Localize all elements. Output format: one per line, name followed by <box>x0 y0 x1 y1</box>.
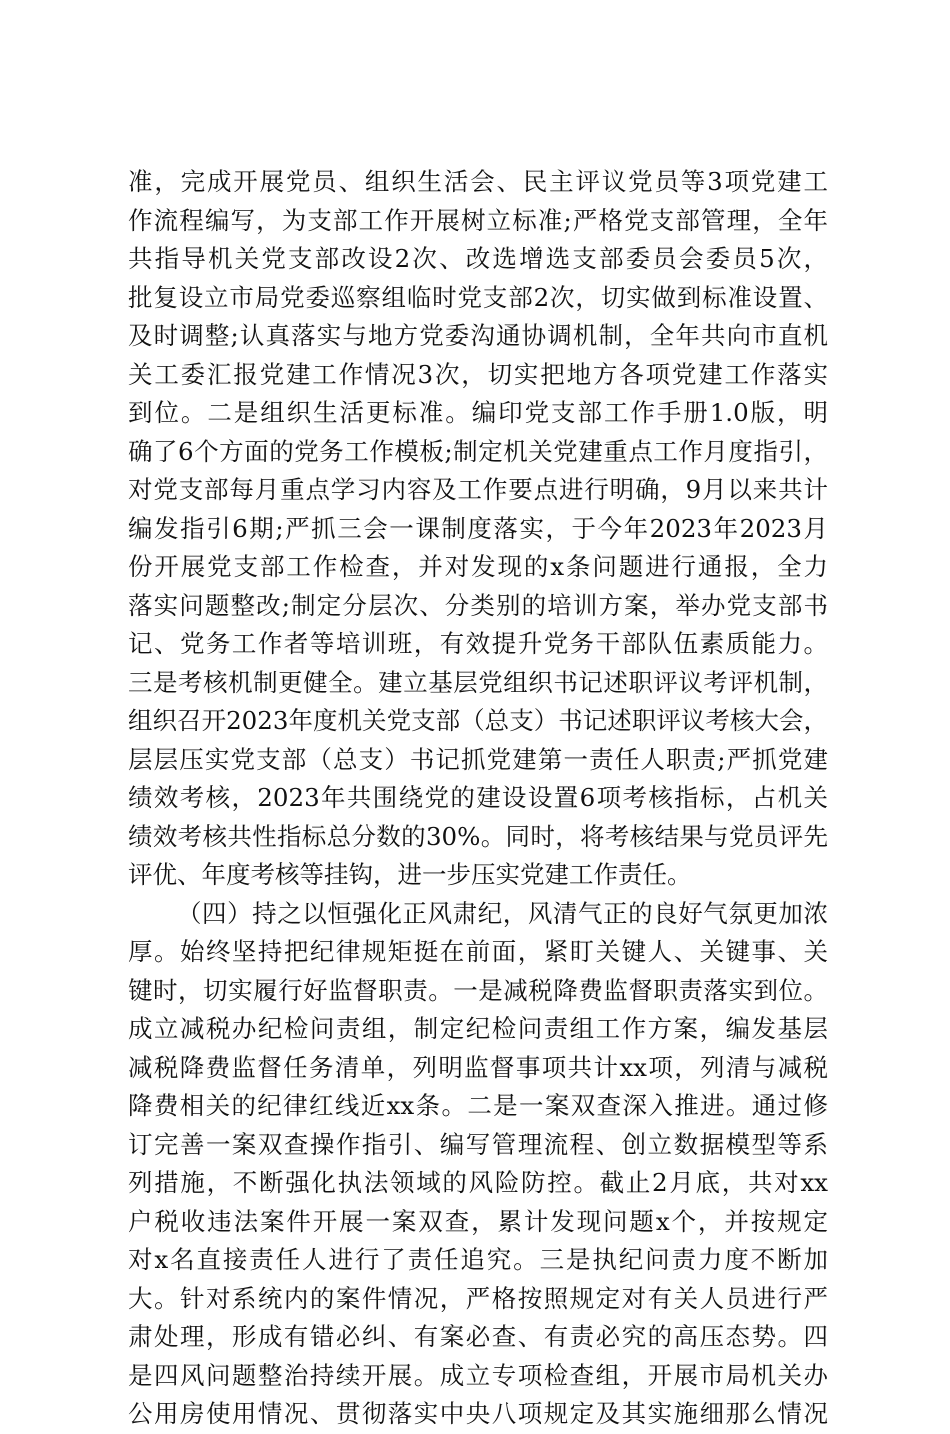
paragraph-end-line: 评优、年度考核等挂钩，进一步压实党建工作责任。 <box>128 860 692 889</box>
text-line: 层层压实党支部（总支）书记抓党建第一责任人职责;严抓党建 <box>128 744 828 774</box>
text-line: 户税收违法案件开展一案双查，累计发现问题x个，并按规定 <box>128 1206 828 1236</box>
text-line: 组织召开2023年度机关党支部（总支）书记述职评议考核大会， <box>128 706 828 735</box>
text-line: 降费相关的纪律红线近xx条。二是一案双查深入推进。通过修 <box>128 1091 828 1120</box>
text-line: 对党支部每月重点学习内容及工作要点进行明确，9月以来共计 <box>128 475 828 504</box>
text-line: 确了6个方面的党务工作模板;制定机关党建重点工作月度指引， <box>128 436 828 466</box>
text-line: 对x名直接责任人进行了责任追究。三是执纪问责力度不断加 <box>128 1245 828 1274</box>
text-line: 肃处理，形成有错必纠、有案必查、有责必究的高压态势。四 <box>128 1322 828 1351</box>
paragraph-start-line: （四）持之以恒强化正风肃纪，风清气正的良好气氛更加浓 <box>177 898 828 928</box>
text-line: 键时，切实履行好监督职责。一是减税降费监督职责落实到位。 <box>128 975 828 1005</box>
text-line: 准，完成开展党员、组织生活会、民主评议党员等3项党建工 <box>128 167 828 196</box>
text-line: 关工委汇报党建工作情况3次，切实把地方各项党建工作落实 <box>128 359 828 389</box>
text-line: 公用房使用情况、贯彻落实中央八项规定及其实施细那么情况 <box>128 1399 828 1428</box>
document-body <box>128 163 828 1434</box>
text-line: 共指导机关党支部改设2次、改选增选支部委员会委员5次， <box>128 244 828 273</box>
text-line: 成立减税办纪检问责组，制定纪检问责组工作方案，编发基层 <box>128 1014 828 1043</box>
text-line: 批复设立市局党委巡察组临时党支部2次，切实做到标准设置、 <box>128 282 828 312</box>
text-line: 到位。二是组织生活更标准。编印党支部工作手册1.0版，明 <box>128 398 828 427</box>
text-line: 大。针对系统内的案件情况，严格按照规定对有关人员进行严 <box>128 1283 828 1313</box>
text-line: 绩效考核，2023年共围绕党的建设设置6项考核指标，占机关 <box>128 783 828 812</box>
text-line: 厚。始终坚持把纪律规矩挺在前面，紧盯关键人、关键事、关 <box>128 937 828 966</box>
text-line: 编发指引6期;严抓三会一课制度落实，于今年2023年2023月 <box>128 513 828 543</box>
text-line: 三是考核机制更健全。建立基层党组织书记述职评议考评机制， <box>128 667 828 697</box>
text-line: 记、党务工作者等培训班，有效提升党务干部队伍素质能力。 <box>128 629 828 658</box>
text-line: 份开展党支部工作检查，并对发现的x条问题进行通报，全力 <box>128 552 828 581</box>
text-line: 列措施，不断强化执法领域的风险防控。截止2月底，共对xx <box>128 1168 828 1197</box>
text-line: 是四风问题整治持续开展。成立专项检查组，开展市局机关办 <box>128 1360 828 1390</box>
text-line: 落实问题整改;制定分层次、分类别的培训方案，举办党支部书 <box>128 590 828 620</box>
text-line: 及时调整;认真落实与地方党委沟通协调机制，全年共向市直机 <box>128 321 828 350</box>
text-line: 绩效考核共性指标总分数的30%。同时，将考核结果与党员评先 <box>128 821 828 851</box>
text-line: 订完善一案双查操作指引、编写管理流程、创立数据模型等系 <box>128 1129 828 1159</box>
text-line: 作流程编写，为支部工作开展树立标准;严格党支部管理，全年 <box>128 205 828 235</box>
text-line: 减税降费监督任务清单，列明监督事项共计xx项，列清与减税 <box>128 1052 828 1082</box>
